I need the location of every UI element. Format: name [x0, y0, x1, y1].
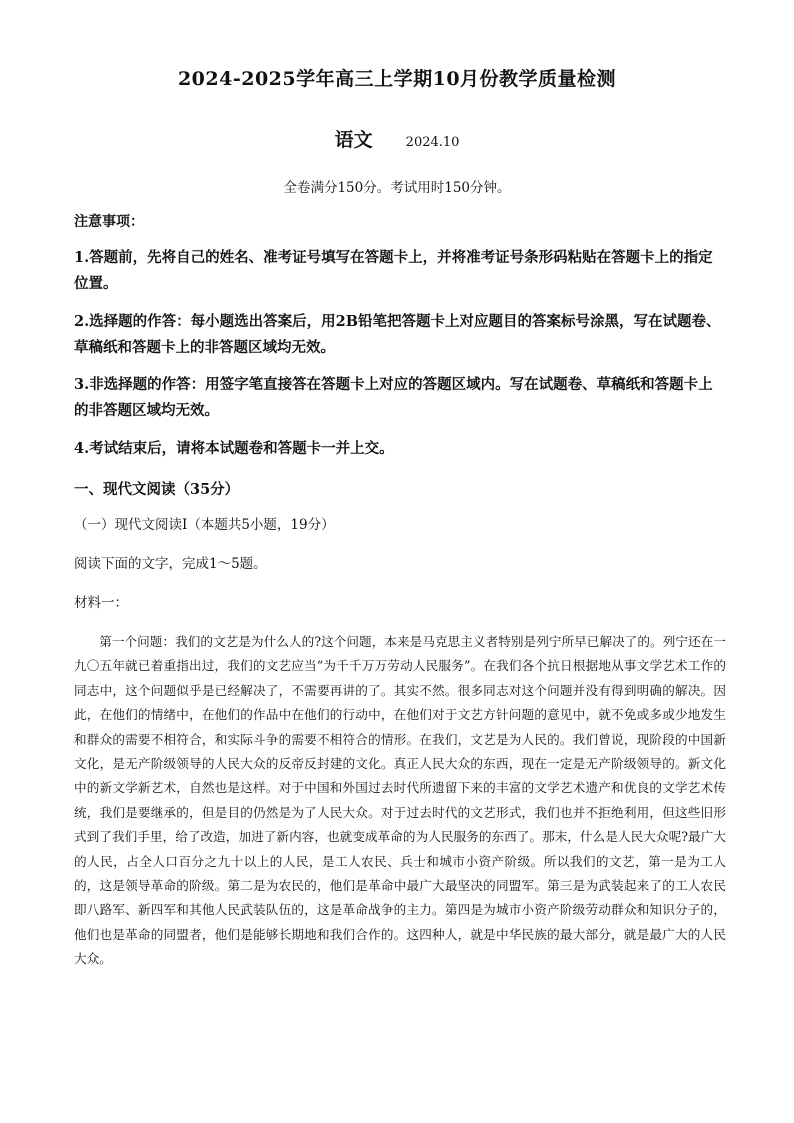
- score-note: 全卷满分150分。考试用时150分钟。: [283, 180, 511, 196]
- reading-instruction: 阅读下面的文字，完成1～5题。: [74, 556, 267, 572]
- exam-title: 2024-2025学年高三上学期10月份教学质量检测: [177, 68, 617, 90]
- subject-row: [0, 125, 794, 152]
- reading-passage: 第一个问题：我们的文艺是为什么人的?这个问题，本来是马克思主义者特别是列宁所早已解决了的。列宁还在一九〇五年就已着重指出过，我们的文艺应当“为千千万万劳动人民服务”。在我们各个抗日根据地从事文学艺术工作的同志中，这个问题似乎是已经解决了，不需要再讲的了。其实不然。很多同志对这个问题并没有得到明确的解决。因此，在他们的情绪中，在他们的作品中在他们的行动中，在他们对于文艺方针问题的意见中，就不免或多或少地发生和群众的需要不相符合，和实际斗争的需要不相符合的情形。在我们，文艺是为人民的。我们曾说，现阶段的中国新文化，是无产阶级领导的人民大众的反帝反封建的文化。真正人民大众的东西，现在一定是无产阶级领导的。新文化中的新文学新艺术，自然也是这样。对于中国和外国过去时代所遗留下来的丰富的文学艺术遗产和优良的文学艺术传统，我们是要继承的，但是目的仍然是为了人民大众。对于过去时代的文艺形式，我们也并不拒绝利用，但这些旧形式到了我们手里，给了改造，加进了新内容，也就变成革命的为人民服务的东西了。那末，什么是人民大众呢?最广大的人民，占全人口百分之九十以上的人民，是工人农民、兵士和城市小资产阶级。所以我们的文艺，第一是为工人的，这是领导革命的阶级。第二是为农民的，他们是革命中最广大最坚决的同盟军。第三是为武装起来了的工人农民即八路军、新四军和其他人民武装队伍的，这是革命战争的主力。第四是为城市小资产阶级劳动群众和知识分子的，他们也是革命的同盟者，他们是能够长期地和我们合作的。这四种人，就是中华民族的最大部分，就是最广大的人民大众。: [74, 634, 726, 967]
- exam-date: 2024.10: [405, 135, 460, 150]
- note-item-3: 3.非选择题的作答：用签字笔直接答在答题卡上对应的答题区域内。写在试题卷、草稿纸和答题卡上的非答题区域均无效。: [74, 376, 713, 419]
- note-item-2: 2.选择题的作答：每小题选出答案后，用2B铅笔把答题卡上对应题目的答案标号涂黑，写在试题卷、草稿纸和答题卡上的非答题区域均无效。: [74, 313, 721, 356]
- note-item-4: 4.考试结束后，请将本试题卷和答题卡一并上交。: [74, 440, 394, 457]
- material-label: 材料一：: [74, 595, 128, 611]
- note-item-1: 1.答题前，先将自己的姓名、准考证号填写在答题卡上，并将准考证号条形码粘贴在答题卡上的指定位置。: [74, 249, 713, 292]
- subject-label: 语文: [334, 129, 373, 151]
- section-heading: 一、现代文阅读（35分）: [74, 481, 240, 498]
- section-subheading: （一）现代文阅读Ⅰ（本题共5小题，19分）: [74, 517, 335, 533]
- notes-heading: 注意事项：: [74, 214, 144, 230]
